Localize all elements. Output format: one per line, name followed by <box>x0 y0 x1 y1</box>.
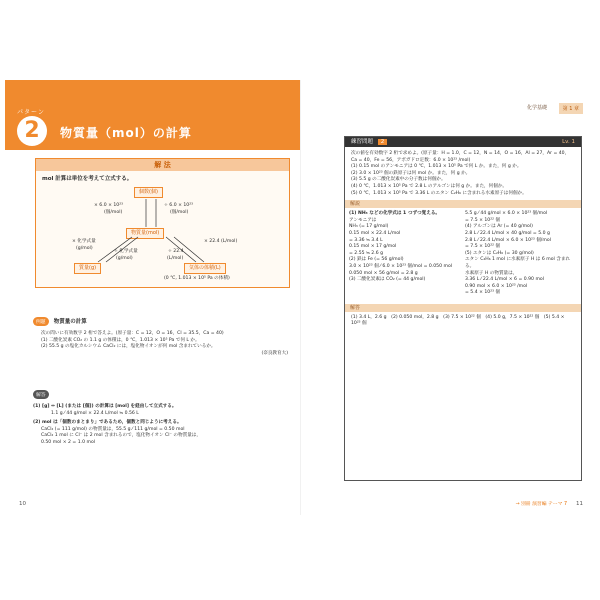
label-div-avogadro: ÷ 6.0 × 10²³ <box>164 203 193 208</box>
example-intro: 次の問いに有効数字 2 桁で答えよ。(原子量：C = 12，O = 16，Cl = 35.5，Ca = 40) <box>41 331 224 336</box>
sol-left-6: = 2.55 ≒ 2.6 g <box>349 250 383 256</box>
exercise-header <box>345 137 581 147</box>
label-mult-formula-unit: (g/mol) <box>76 246 93 251</box>
sol-right-7: エタン C₂H₆ 1 mol に水素原子 H は 6 mol 含まれる。 <box>465 257 571 269</box>
label-mult-avogadro-unit: (個/mol) <box>104 210 123 215</box>
sol-right-8: 水素原子 H の物質量は， <box>465 270 518 276</box>
chapter-badge: 第 1 章 <box>559 103 583 114</box>
sol-left-4: = 3.36 ≒ 3.4 L <box>349 237 383 243</box>
label-mult-formula: × 化学式量 <box>72 239 96 244</box>
sol-right-3: 2.8 L ⁄ 22.4 L/mol × 40 g/mol = 5.0 g <box>465 230 550 236</box>
sol-right-1: = 7.5 × 10²² 個 <box>465 217 500 223</box>
pattern-label: パターン <box>17 109 45 116</box>
sol-left-10: (3) 二酸化炭素は CO₂ (= 44 g/mol) <box>349 277 426 283</box>
exercise-level: Lv. 1 <box>562 139 575 145</box>
node-count: 個数(個) <box>134 187 163 198</box>
solution-band: 解説 <box>345 200 581 208</box>
node-volume: 気体の体積(L) <box>184 263 226 274</box>
page-number-left: 10 <box>19 501 26 507</box>
node-mass: 質量(g) <box>74 263 101 274</box>
solution-tag: 解答 <box>33 390 49 399</box>
exercise-intro: 次の値を有効数字 2 桁で求めよ。(原子量：H = 1.0，C = 12，N = 14，O = 16，Al = 27，Ar = 40，Ca = 40，Fe = 56，アボガドロ定数：6.0 × 10²³ /mol) <box>351 151 570 163</box>
exercise-title: 練習問題 <box>351 139 374 145</box>
rule-diagram-box <box>35 158 290 288</box>
footer-reference: → 別冊 演習編 テーマ 7 <box>515 502 567 507</box>
left-page <box>5 80 300 515</box>
exercise-q5: (5) 0 ℃，1.013 × 10⁵ Pa で 3.36 L のエタン C₂H₆ に含まれる水素原子は何個か。 <box>351 190 527 196</box>
sol-left-2: NH₃ (= 17 g/mol) <box>349 224 389 230</box>
node-amount: 物質量(mol) <box>126 228 164 239</box>
example-q2: (2) 55.5 g の塩化カルシウム CaCl₂ には，塩化物イオンが何 mol 含まれているか。 <box>41 344 216 350</box>
sol-right-6: (5) エタンは C₂H₆ (= 30 g/mol) <box>465 250 534 256</box>
exercise-q1: (1) 0.15 mol のアンモニアは 0 ℃，1.013 × 10⁵ Pa で何 L か。また，何 g か。 <box>351 164 522 170</box>
example-source: (奈良教育大) <box>261 350 288 356</box>
example-problem <box>33 308 288 357</box>
sol-left-0: (1) NH₃ などの化学式は 1 つずつ覚える。 <box>349 211 441 217</box>
pattern-header <box>5 80 300 150</box>
label-div-avogadro-unit: (個/mol) <box>170 210 189 215</box>
label-condition: (0 ℃, 1.013 × 10⁵ Pa の体積) <box>164 276 230 281</box>
sol-left-3: 0.15 mol × 22.4 L/mol <box>349 230 401 236</box>
exercise-number: 2 <box>378 139 388 145</box>
exercise-box <box>344 136 582 481</box>
solution-step-1-calc: 1.1 g ⁄ 44 g/mol × 22.4 L/mol ≒ 0.56 L <box>51 410 139 416</box>
exercise-q4: (4) 0 ℃，1.013 × 10⁵ Pa で 2.8 L のアルゴンは何 g か。また，何個か。 <box>351 183 508 189</box>
solution-columns <box>345 208 581 300</box>
rule-instruction: mol 計算は単位を考えて立式する。 <box>42 176 133 182</box>
sol-left-1: アンモニアは <box>349 217 377 223</box>
sol-right-10: 0.90 mol × 6.0 × 10²³ /mol <box>465 283 528 289</box>
solution-step-1: (1) [g] ⇔ [L] (または [個]) の計算は [mol] を経由して立式する。 <box>33 404 177 409</box>
right-page <box>300 80 595 515</box>
pattern-number: 2 <box>17 116 47 146</box>
label-mult-avogadro: × 6.0 × 10²³ <box>94 203 123 208</box>
label-div-volume-unit: (L/mol) <box>167 256 184 261</box>
sol-right-9: 3.36 L ⁄ 22.4 L/mol × 6 = 0.90 mol <box>465 277 545 283</box>
sol-right-4: 2.8 L ⁄ 22.4 L/mol × 6.0 × 10²³ 個/mol <box>465 237 551 243</box>
page-title: 物質量（mol）の計算 <box>60 126 192 140</box>
sol-left-8: 3.0 × 10²³ 個 ⁄ 6.0 × 10²³ 個/mol = 0.050 mol <box>349 263 453 269</box>
exercise-q3: (3) 5.5 g の二酸化炭素中の分子数は何個か。 <box>351 177 446 183</box>
sol-left-7: (2) 鉄は Fe (= 56 g/mol) <box>349 257 404 263</box>
sol-right-0: 5.5 g ⁄ 44 g/mol × 6.0 × 10²³ 個/mol <box>465 211 548 217</box>
sol-right-2: (4) アルゴンは Ar (= 40 g/mol) <box>465 224 533 230</box>
book-spread <box>5 80 595 515</box>
solution-step-2-calc3: 0.50 mol × 2 = 1.0 mol <box>41 439 96 445</box>
sol-left-9: 0.050 mol × 56 g/mol = 2.8 g <box>349 270 418 276</box>
exercise-q2: (2) 3.0 × 10²³ 個の鉄原子は何 mol か。また，何 g か。 <box>351 170 471 176</box>
sol-right-11: = 5.4 × 10²³ 個 <box>465 290 500 296</box>
page-number-right: 11 <box>576 501 583 507</box>
sol-right-5: = 7.5 × 10²² 個 <box>465 244 500 250</box>
rule-heading: 解 法 <box>36 159 289 171</box>
example-solution <box>33 381 288 447</box>
label-div-volume: ÷ 22.4 <box>168 249 184 254</box>
solution-right-column <box>465 211 577 297</box>
sol-left-5: 0.15 mol × 17 g/mol <box>349 244 397 250</box>
flow-arrows <box>36 159 291 289</box>
label-div-formula-unit: (g/mol) <box>116 256 133 261</box>
example-title: 物質量の計算 <box>53 319 87 325</box>
solution-left-column <box>349 211 461 297</box>
solution-step-2-calc2: CaCl₂ 1 mol に Cl⁻ は 2 mol 含まれるので，塩化物イオン Cl⁻ の物質量は， <box>41 433 201 439</box>
solution-step-2-calc1: CaCl₂ (= 111 g/mol) の物質量は，55.5 g ⁄ 111 g/mol = 0.50 mol <box>41 426 185 432</box>
answer-list: (1) 3.4 L，2.6 g (2) 0.050 mol，2.8 g (3) 7.5 × 10²² 個 (4) 5.0 g，7.5 × 10²² 個 (5) 5.4 × 10²³ 個 <box>351 314 565 327</box>
label-div-formula: ÷ 化学式量 <box>114 249 138 254</box>
example-tag: 例題 <box>33 317 49 326</box>
solution-step-2: (2) mol は「個数のまとまり」であるため，個数と同じように考える。 <box>33 420 182 426</box>
chapter-name: 化学基礎 <box>526 105 547 111</box>
example-q1: (1) 二酸化炭素 CO₂ の 1.1 g の体積は，0 ℃，1.013 × 10⁵ Pa で何 L か。 <box>41 337 200 343</box>
answer-band: 解答 <box>345 304 581 312</box>
label-mult-volume: × 22.4 (L/mol) <box>204 239 238 244</box>
